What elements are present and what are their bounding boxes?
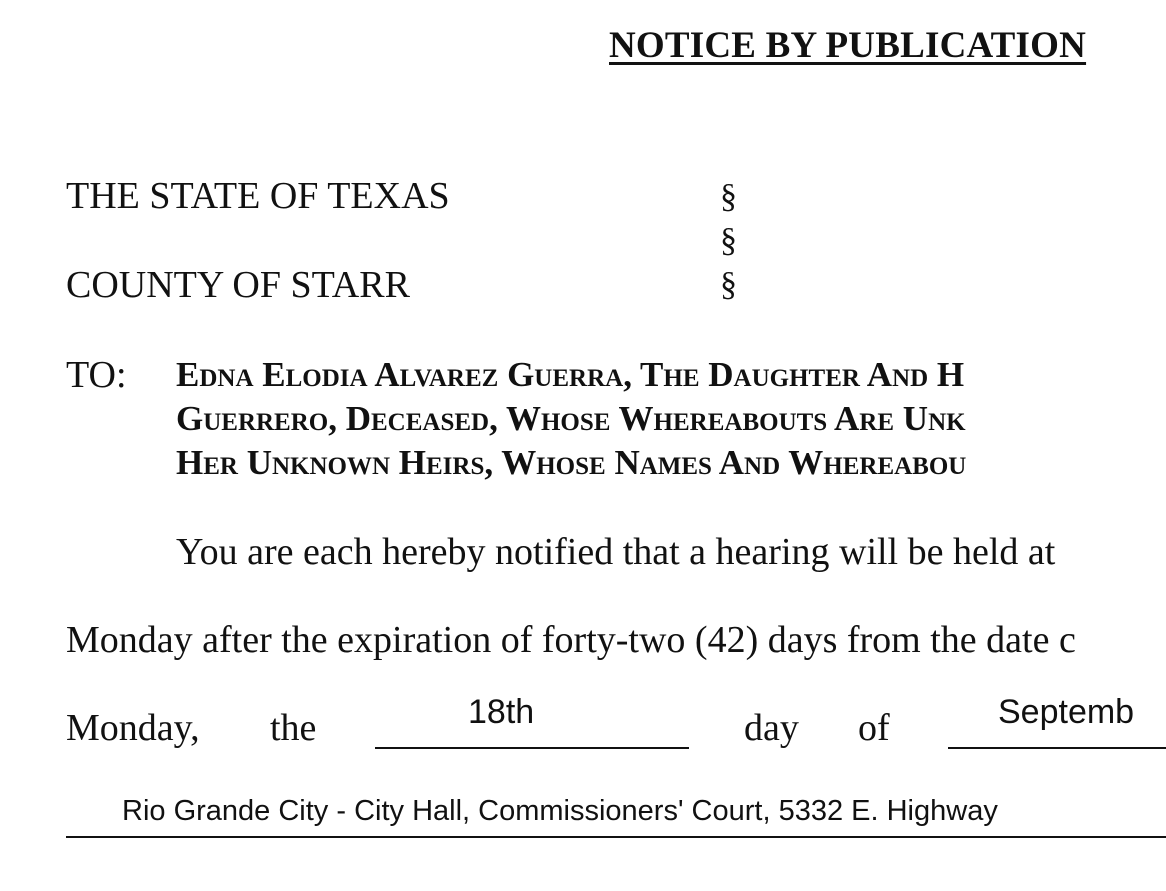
section-mark-3: § <box>720 266 737 303</box>
body-line-1: You are each hereby notified that a hearing will be held at <box>176 531 1056 573</box>
location-value: Rio Grande City - City Hall, Commissioners' Court, 5332 E. Highway <box>122 795 998 827</box>
addressee-line-2: Guerrero, Deceased, Whose Whereabouts Are Unk <box>176 399 966 438</box>
date-of-word: of <box>858 707 890 749</box>
day-blank-line <box>375 747 689 749</box>
addressee-line-1: Edna Elodia Alvarez Guerra, The Daughter And H <box>176 355 965 394</box>
notice-title: NOTICE BY PUBLICATION <box>609 25 1087 66</box>
caption-state: THE STATE OF TEXAS <box>66 175 450 217</box>
body-line-2: Monday after the expiration of forty-two (42) days from the date c <box>66 619 1076 661</box>
date-the-word: the <box>270 707 317 749</box>
section-mark-1: § <box>720 178 737 215</box>
section-mark-2: § <box>720 222 737 259</box>
date-prefix: Monday, <box>66 707 200 749</box>
location-blank-line <box>66 836 1166 838</box>
date-day-word: day <box>744 707 799 749</box>
month-value: Septemb <box>998 693 1135 731</box>
to-label: TO: <box>66 354 127 396</box>
month-blank-line <box>948 747 1166 749</box>
day-value: 18th <box>468 693 535 731</box>
caption-county: COUNTY OF STARR <box>66 264 410 306</box>
addressee-line-3: Her Unknown Heirs, Whose Names And Whereabou <box>176 443 967 482</box>
